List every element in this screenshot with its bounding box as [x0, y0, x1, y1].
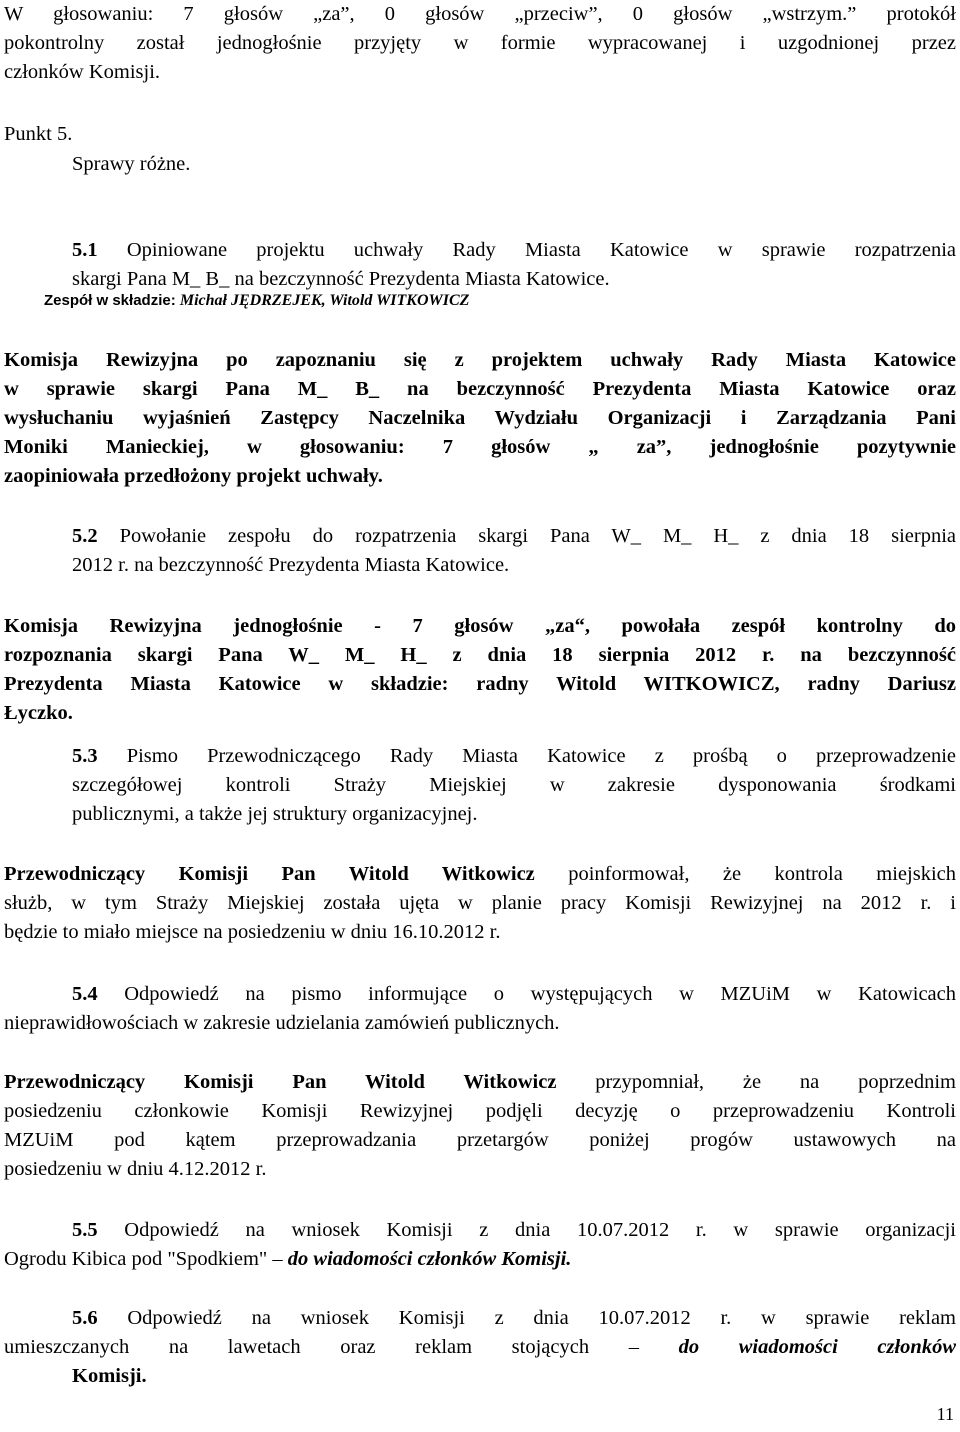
- item-title-line: Pismo Przewodniczącego Rady Miasta Katowice z prośbą o przeprowadzenie: [97, 745, 956, 767]
- item-title-line: Powołanie zespołu do rozpatrzenia skargi Pana W_ M_ H_ z dnia 18 sierpnia: [97, 525, 956, 547]
- item-title-line: Odpowiedź na wniosek Komisji z dnia 10.07.2012 r. w sprawie reklam: [97, 1307, 956, 1329]
- info-note-end: Komisji.: [72, 1365, 147, 1387]
- item-title-line: publicznymi, a także jej struktury organizacyjnej.: [72, 803, 478, 825]
- voting-intro-paragraph: [4, 0, 956, 87]
- text-line: członków Komisji.: [4, 61, 161, 83]
- item-title-line: Odpowiedź na wniosek Komisji z dnia 10.07.2012 r. w sprawie organizacji: [97, 1219, 956, 1241]
- page-number: 11: [936, 1404, 954, 1424]
- text-line: Moniki Manieckiej, w głosowaniu: 7 głosów „ za”, jednogłośnie pozytywnie: [4, 436, 956, 458]
- item-5-1: [72, 236, 956, 294]
- item-number: 5.3: [72, 745, 98, 767]
- item-title-line: umieszczanych na lawetach oraz reklam stojących –: [4, 1336, 679, 1358]
- note-5-4-paragraph: [4, 1068, 956, 1184]
- info-note: do wiadomości członków: [678, 1336, 956, 1358]
- item-5-2: [72, 522, 956, 580]
- point-heading: Punkt 5.: [4, 123, 73, 145]
- team-composition: [44, 291, 469, 311]
- decision-5-2-paragraph: [4, 612, 956, 728]
- text-line: rozpoznania skargi Pana W_ M_ H_ z dnia 18 sierpnia 2012 r. na bezczynność: [4, 644, 956, 666]
- info-note: do wiadomości członków Komisji.: [287, 1248, 572, 1270]
- item-number: 5.2: [72, 525, 98, 547]
- text-line: w sprawie skargi Pana M_ B_ na bezczynność Prezydenta Miasta Katowice oraz: [4, 378, 956, 400]
- text-line: służb, w tym Straży Miejskiej została ujęta w planie pracy Komisji Rewizyjnej na 2012 r. i: [4, 892, 956, 914]
- text-line: Komisja Rewizyjna jednogłośnie - 7 głosów „za“, powołała zespół kontrolny do: [4, 615, 956, 637]
- text-line: Łyczko.: [4, 702, 73, 724]
- item-title-line: 2012 r. na bezczynność Prezydenta Miasta Katowice.: [72, 554, 510, 576]
- item-title-line: Ogrodu Kibica pod "Spodkiem" –: [4, 1248, 288, 1270]
- item-title-line: Opiniowane projektu uchwały Rady Miasta Katowice w sprawie rozpatrzenia: [97, 239, 956, 261]
- item-title-line: Odpowiedź na pismo informujące o występujących w MZUiM w Katowicach: [97, 983, 956, 1005]
- speaker-name: Przewodniczący Komisji Pan Witold Witkowicz: [4, 1071, 557, 1093]
- text-line: posiedzeniu w dniu 4.12.2012 r.: [4, 1158, 267, 1180]
- text-line: Prezydenta Miasta Katowice w składzie: radny Witold WITKOWICZ, radny Dariusz: [4, 673, 956, 695]
- item-title-line: nieprawidłowościach w zakresie udzielania zamówień publicznych.: [4, 1012, 560, 1034]
- opinion-5-1-paragraph: [4, 346, 956, 491]
- text-line: wysłuchaniu wyjaśnień Zastępcy Naczelnika Wydziału Organizacji i Zarządzania Pani: [4, 407, 956, 429]
- item-number: 5.1: [72, 239, 98, 261]
- text-line: pokontrolny został jednogłośnie przyjęty w formie wypracowanej i uzgodnionej przez: [4, 32, 956, 54]
- speaker-name: Przewodniczący Komisji Pan Witold Witkowicz: [4, 863, 535, 885]
- team-label: Zespół w składzie:: [44, 292, 180, 309]
- text-line: zaopiniowała przedłożony projekt uchwały.: [4, 465, 383, 487]
- text-line: posiedzeniu członkowie Komisji Rewizyjnej podjęli decyzję o przeprowadzeniu Kontroli: [4, 1100, 956, 1122]
- item-title-line: skargi Pana M_ B_ na bezczynność Prezydenta Miasta Katowice.: [72, 268, 610, 290]
- text-line: będzie to miało miejsce na posiedzeniu w dniu 16.10.2012 r.: [4, 921, 501, 943]
- item-title-line: szczegółowej kontroli Straży Miejskiej w zakresie dysponowania środkami: [72, 774, 956, 796]
- item-number: 5.4: [72, 983, 98, 1005]
- point-subheading: Sprawy różne.: [72, 153, 191, 175]
- text-line: poinformował, że kontrola miejskich: [534, 863, 956, 885]
- note-5-3-paragraph: [4, 860, 956, 947]
- text-line: Komisja Rewizyjna po zapoznaniu się z projektem uchwały Rady Miasta Katowice: [4, 349, 956, 371]
- item-5-5: [4, 1216, 956, 1274]
- item-5-4: [4, 980, 956, 1038]
- item-5-3: [72, 742, 956, 829]
- text-line: W głosowaniu: 7 głosów „za”, 0 głosów „przeciw”, 0 głosów „wstrzym.” protokół: [4, 3, 956, 25]
- team-names: Michał JĘDRZEJEK, Witold WITKOWICZ: [179, 292, 470, 309]
- item-number: 5.5: [72, 1219, 98, 1241]
- text-line: MZUiM pod kątem przeprowadzania przetargów poniżej progów ustawowych na: [4, 1129, 956, 1151]
- item-number: 5.6: [72, 1307, 98, 1329]
- text-line: przypomniał, że na poprzednim: [556, 1071, 956, 1093]
- item-5-6: [4, 1304, 956, 1391]
